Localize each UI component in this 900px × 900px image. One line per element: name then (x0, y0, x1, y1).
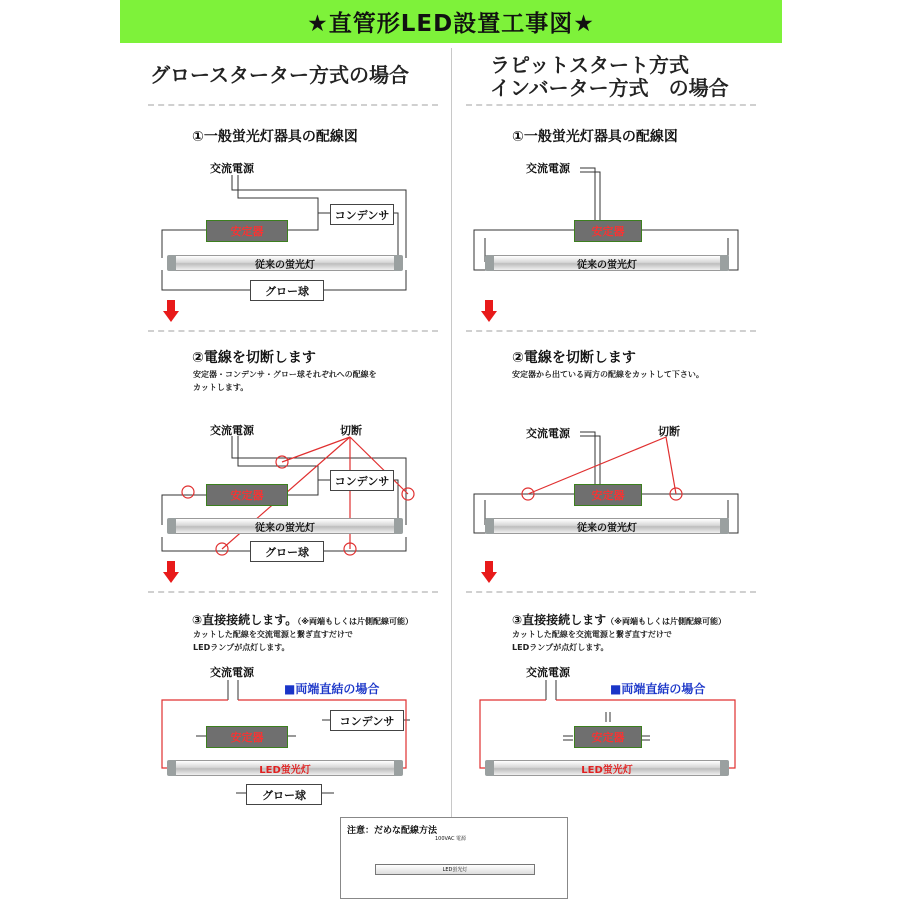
fluorescent-tube: 従来の蛍光灯 (172, 255, 398, 271)
fluorescent-tube: 従来の蛍光灯 (490, 255, 724, 271)
cut-label: 切断 (340, 424, 362, 437)
ac-power-label: 交流電源 (526, 162, 570, 175)
right-heading-1: ラピットスタート方式 (490, 53, 689, 77)
ballast-box: 安定器 (206, 484, 288, 506)
down-arrow-icon (163, 561, 179, 585)
page-banner: ★直管形LED設置工事図★ (120, 0, 782, 43)
ac-power-label: 交流電源 (526, 427, 570, 440)
cut-label: 切断 (658, 425, 680, 438)
left-step3-note: カットした配線を交流電源と繋ぎ直すだけで LEDランプが点灯します。 (193, 630, 353, 652)
ballast-box: 安定器 (574, 484, 642, 506)
both-ends-label: ■両端直結の場合 (284, 682, 380, 696)
ballast-box: 安定器 (206, 220, 288, 242)
glow-starter-box: グロー球 (246, 784, 322, 805)
bad-wiring-led-tube: LED蛍光灯 (375, 864, 535, 875)
ac-power-label: 交流電源 (526, 666, 570, 679)
ac-power-label: 交流電源 (210, 162, 254, 175)
right-step3-note: カットした配線を交流電源と繋ぎ直すだけで LEDランプが点灯します。 (512, 630, 672, 652)
ballast-box: 安定器 (574, 220, 642, 242)
fluorescent-tube: 従来の蛍光灯 (172, 518, 398, 534)
bad-wiring-power-label: 100VAC 電源 (435, 836, 467, 842)
left-step3-title: ③直接接続します。（※両端もしくは片側配線可能） (192, 613, 413, 627)
ac-power-label: 交流電源 (210, 666, 254, 679)
right-step1-title: ①一般蛍光灯器具の配線図 (512, 129, 678, 145)
capacitor-box: コンデンサ (330, 470, 394, 491)
right-step2-note: 安定器から出ている両方の配線をカットして下さい。 (512, 370, 704, 379)
right-step3-title: ③直接接続します（※両端もしくは片側配線可能） (512, 613, 726, 627)
right-heading-2: インバーター方式 の場合 (490, 76, 729, 100)
bad-wiring-box (340, 817, 568, 899)
down-arrow-icon (481, 300, 497, 324)
down-arrow-icon (481, 561, 497, 585)
both-ends-label: ■両端直結の場合 (610, 682, 706, 696)
down-arrow-icon (163, 300, 179, 324)
glow-starter-box: グロー球 (250, 280, 324, 301)
led-tube: LED蛍光灯 (172, 760, 398, 776)
left-heading: グロースターター方式の場合 (150, 63, 409, 87)
led-tube: LED蛍光灯 (490, 760, 724, 776)
fluorescent-tube: 従来の蛍光灯 (490, 518, 724, 534)
left-step2-note: 安定器・コンデンサ・グロー球それぞれへの配線を カットします。 (193, 370, 377, 392)
left-step1-title: ①一般蛍光灯器具の配線図 (192, 129, 358, 145)
glow-starter-box: グロー球 (250, 541, 324, 562)
ballast-box: 安定器 (574, 726, 642, 748)
bad-wiring-title: 注意：だめな配線方法 (347, 826, 438, 836)
capacitor-box: コンデンサ (330, 710, 404, 731)
ballast-box: 安定器 (206, 726, 288, 748)
right-step2-title: ②電線を切断します (512, 350, 636, 366)
left-step2-title: ②電線を切断します (192, 350, 316, 366)
ac-power-label: 交流電源 (210, 424, 254, 437)
capacitor-box: コンデンサ (330, 204, 394, 225)
